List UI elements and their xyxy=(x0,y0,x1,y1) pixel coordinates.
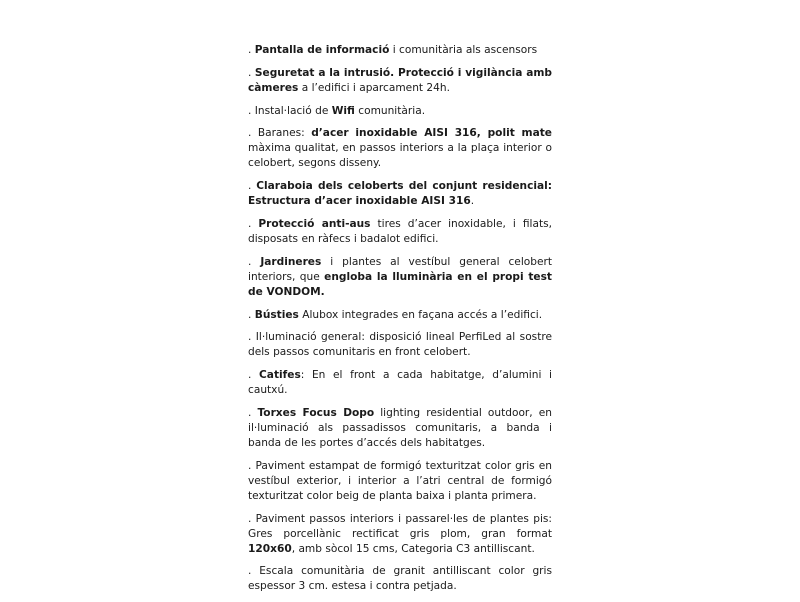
spec-paragraph xyxy=(248,564,552,594)
text-run: . xyxy=(248,66,255,79)
spec-paragraph xyxy=(248,368,552,398)
spec-paragraph xyxy=(248,104,552,119)
bold-text-run: 120x60 xyxy=(248,542,292,555)
text-run: i plantes al vestíbul general celobert interiors, que xyxy=(248,255,552,283)
bold-text-run: d’acer inoxidable AISI 316, polit mate xyxy=(311,127,552,140)
text-run: a l’edifici i aparcament 24h. xyxy=(298,81,450,94)
text-run: . xyxy=(248,217,259,230)
text-run: . Paviment estampat de formigó texturitzat color gris en vestíbul exterior, i interior a l’atri central de formigó texturitzat color beig de planta baixa i planta primera. xyxy=(248,459,552,502)
text-run: . xyxy=(248,406,258,419)
specification-list xyxy=(248,43,552,602)
bold-text-run: Claraboia dels celoberts del conjunt residencial: Estructura d’acer inoxidable AISI 316 xyxy=(248,180,552,208)
text-run: . Instal·lació de xyxy=(248,104,332,117)
bold-text-run: Bústies xyxy=(254,308,299,321)
text-run: . xyxy=(248,369,260,382)
text-run: . Paviment passos interiors i passarel·les de plantes pis: Gres porcellànic rectificat gris plom, gran format xyxy=(248,512,552,540)
bold-text-run: Jardineres xyxy=(260,255,322,268)
text-run: . xyxy=(248,44,255,56)
text-run: : En el front a cada habitatge, d’alumini i cautxú. xyxy=(248,369,552,397)
bold-text-run: Wifi xyxy=(331,104,355,117)
text-run: comunitària. xyxy=(354,104,426,117)
bold-text-run: engloba la lluminària en el propi test de VONDOM. xyxy=(248,270,552,298)
spec-paragraph xyxy=(248,459,552,504)
text-run: tires d’acer inoxidable, i filats, disposats en ràfecs i badalot edifici. xyxy=(248,217,552,245)
bold-text-run: Protecció anti-aus xyxy=(258,217,371,230)
spec-paragraph xyxy=(248,179,552,209)
text-run: Alubox integrades en façana accés a l’edifici. xyxy=(298,308,543,321)
text-run: . xyxy=(470,195,475,208)
spec-paragraph xyxy=(248,255,552,300)
text-run: . Il·luminació general: disposició lineal PerfiLed al sostre dels passos comunitaris en front celobert. xyxy=(248,331,552,359)
spec-paragraph xyxy=(248,308,552,323)
text-run: . xyxy=(248,255,261,268)
text-run: . xyxy=(248,180,257,193)
text-run: . xyxy=(248,308,255,321)
spec-paragraph xyxy=(248,512,552,557)
spec-paragraph xyxy=(248,217,552,247)
text-run: lighting residential outdoor, en il·luminació als passadissos comunitaris, a banda i banda de les portes d’accés dels habitatges. xyxy=(248,406,552,449)
bold-text-run: Torxes Focus Dopo xyxy=(257,406,375,419)
text-run: màxima qualitat, en passos interiors a la plaça interior o celobert, segons disseny. xyxy=(248,142,552,170)
bold-text-run: Catifes xyxy=(259,369,301,382)
text-run: i comunitària als ascensors xyxy=(389,44,538,56)
spec-paragraph xyxy=(248,126,552,171)
text-run: . Baranes: xyxy=(248,127,312,140)
spec-paragraph xyxy=(248,406,552,451)
bold-text-run: Seguretat a la intrusió. Protecció i vigilància amb càmeres xyxy=(248,66,552,94)
bold-text-run: Pantalla de informació xyxy=(254,44,390,56)
spec-paragraph xyxy=(248,66,552,96)
spec-paragraph xyxy=(248,43,552,58)
spec-paragraph xyxy=(248,330,552,360)
text-run: . Escala comunitària de granit antilliscant color gris espessor 3 cm. estesa i contra petjada. xyxy=(248,565,552,593)
text-run: , amb sòcol 15 cms, Categoria C3 antilliscant. xyxy=(291,542,535,555)
